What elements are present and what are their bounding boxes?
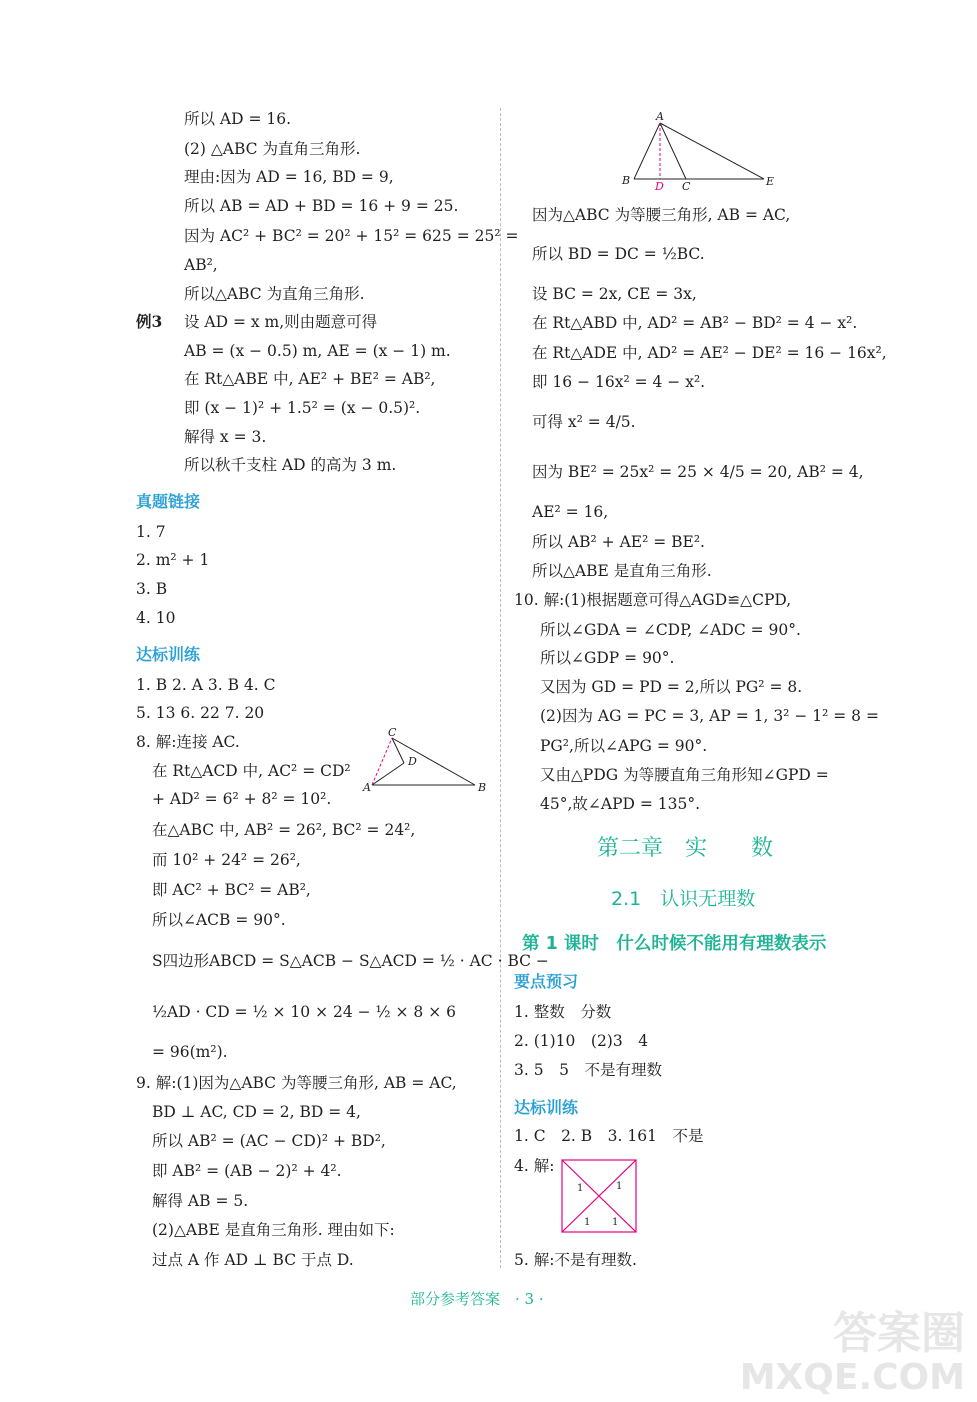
text-line: S四边形ABCD = S△ACB − S△ACD = ½ · AC · BC − (152, 952, 549, 970)
watermark (740, 1310, 965, 1398)
vertex-label: B (622, 174, 631, 187)
text-line: 所以秋千支柱 AD 的高为 3 m. (184, 456, 397, 474)
square-figure (560, 1158, 640, 1234)
page-footer: 部分参考答案 · 3 · (410, 1290, 544, 1308)
vertex-label: D (655, 180, 664, 193)
answer-line: 2. (1)10 (2)3 4 (514, 1032, 649, 1050)
answer-line: 5. 13 6. 22 7. 20 (136, 704, 265, 722)
text-line: 所以△ABE 是直角三角形. (532, 562, 712, 580)
region-label: 1 (612, 1217, 619, 1228)
text-line: (2) △ABC 为直角三角形. (184, 140, 361, 158)
text-line: 即 AC² + BC² = AB², (152, 881, 311, 899)
text-line: 所以 AB² = (AC − CD)² + BD², (152, 1132, 386, 1150)
text-line: 设 BC = 2x, CE = 3x, (532, 285, 697, 303)
text-line: (2)因为 AG = PC = 3, AP = 1, 3² − 1² = 8 = (540, 707, 879, 725)
text-line: 因为 AC² + BC² = 20² + 15² = 625 = 25² = (184, 227, 519, 245)
vertex-label: B (478, 781, 487, 794)
text-line: ½AD · CD = ½ × 10 × 24 − ½ × 8 × 6 (152, 1003, 456, 1021)
text-line: 解得 AB = 5. (152, 1192, 249, 1210)
text-line: 10. 解:(1)根据题意可得△AGD≌△CPD, (514, 591, 792, 609)
section-title: 2.1 认识无理数 (611, 888, 756, 910)
text-line: 所以∠ACB = 90°. (152, 911, 286, 929)
vertex-label: C (682, 180, 691, 193)
section-heading: 真题链接 (136, 492, 201, 511)
text-line: (2)△ABE 是直角三角形. 理由如下: (152, 1221, 395, 1239)
text-line: 45°,故∠APD = 135°. (540, 795, 701, 813)
answer-line: 1. B 2. A 3. B 4. C (136, 676, 276, 694)
text-line: 理由:因为 AD = 16, BD = 9, (184, 168, 394, 186)
text-line: 所以∠GDA = ∠CDP, ∠ADC = 90°. (540, 621, 801, 639)
section-heading: 达标训练 (514, 1098, 579, 1117)
text-line: BD ⊥ AC, CD = 2, BD = 4, (152, 1103, 361, 1121)
text-line: AE² = 16, (532, 503, 609, 521)
text-line: 所以∠GDP = 90°. (540, 649, 675, 667)
vertex-label: A (656, 110, 664, 123)
text-line: 在△ABC 中, AB² = 26², BC² = 24², (152, 821, 416, 839)
region-label: 1 (616, 1181, 623, 1192)
text-line: AB = (x − 0.5) m, AE = (x − 1) m. (184, 342, 451, 360)
example-label: 例3 (136, 312, 163, 331)
text-line: 所以 AB² + AE² = BE². (532, 533, 705, 551)
text-line: 在 Rt△ABD 中, AD² = AB² − BD² = 4 − x². (532, 314, 858, 332)
text-line: 可得 x² = 4/5. (532, 413, 636, 431)
answer-line: 3. 5 5 不是有理数 (514, 1061, 662, 1079)
text-line: 所以 AD = 16. (184, 110, 292, 128)
region-label: 1 (577, 1183, 584, 1194)
text-line: 因为△ABC 为等腰三角形, AB = AC, (532, 206, 791, 224)
text-line: 即 AB² = (AB − 2)² + 4². (152, 1162, 342, 1180)
text-line: 即 (x − 1)² + 1.5² = (x − 0.5)². (184, 399, 421, 417)
edge-cb (392, 738, 475, 785)
text-line: 因为 BE² = 25x² = 25 × 4/5 = 20, AB² = 4, (532, 463, 864, 481)
text-line: = 96(m²). (152, 1043, 228, 1061)
text-line: AB², (184, 256, 218, 274)
watermark-text: 答案圈 (833, 1308, 965, 1359)
vertex-label: E (766, 175, 775, 188)
vertex-label: C (388, 726, 397, 739)
answer-line: 5. 解:不是有理数. (514, 1251, 637, 1269)
lesson-title: 第 1 课时 什么时候不能用有理数表示 (522, 934, 827, 954)
text-line: 而 10² + 24² = 26², (152, 851, 301, 869)
answer-line: 1. 7 (136, 523, 166, 541)
triangle-figure (620, 108, 780, 192)
edge-ac (660, 123, 686, 179)
text-line: 又因为 GD = PD = 2,所以 PG² = 8. (540, 678, 803, 696)
answer-line: 1. C 2. B 3. 161 不是 (514, 1127, 704, 1145)
edge-ab (634, 123, 660, 179)
text-line: 所以 BD = DC = ½BC. (532, 245, 705, 263)
text-line: 在 Rt△ACD 中, AC² = CD² (152, 762, 351, 780)
section-heading: 达标训练 (136, 645, 201, 664)
text-line: 8. 解:连接 AC. (136, 733, 240, 751)
text-line: 9. 解:(1)因为△ABC 为等腰三角形, AB = AC, (136, 1074, 457, 1092)
answer-line: 2. m² + 1 (136, 551, 210, 569)
quadrilateral-figure (360, 728, 490, 798)
column-divider (500, 108, 501, 1268)
answer-line: 1. 整数 分数 (514, 1003, 612, 1021)
text-line: 所以 AB = AD + BD = 16 + 9 = 25. (184, 197, 459, 215)
region-label: 1 (584, 1217, 591, 1228)
chapter-title: 第二章 实 数 (597, 836, 774, 861)
text-line: 在 Rt△ABE 中, AE² + BE² = AB², (184, 370, 436, 388)
answer-line: 4. 10 (136, 609, 176, 627)
answer-line: 4. 解: (514, 1157, 555, 1175)
text-line: PG²,所以∠APG = 90°. (540, 737, 708, 755)
section-heading: 要点预习 (514, 972, 579, 991)
watermark-url: MXQE.COM (739, 1357, 965, 1398)
text-line: 设 AD = x m,则由题意可得 (184, 313, 378, 331)
text-line: 在 Rt△ADE 中, AD² = AE² − DE² = 16 − 16x², (532, 344, 887, 362)
edge-ae (660, 123, 764, 179)
text-line: 即 16 − 16x² = 4 − x². (532, 373, 706, 391)
text-line: 过点 A 作 AD ⊥ BC 于点 D. (152, 1251, 354, 1269)
vertex-label: A (363, 781, 371, 794)
text-line: 所以△ABC 为直角三角形. (184, 285, 365, 303)
vertex-label: D (408, 755, 417, 768)
text-line: 又由△PDG 为等腰直角三角形知∠GPD = (540, 766, 829, 784)
text-line: + AD² = 6² + 8² = 10². (152, 790, 332, 808)
answer-line: 3. B (136, 580, 168, 598)
text-line: 解得 x = 3. (184, 428, 267, 446)
